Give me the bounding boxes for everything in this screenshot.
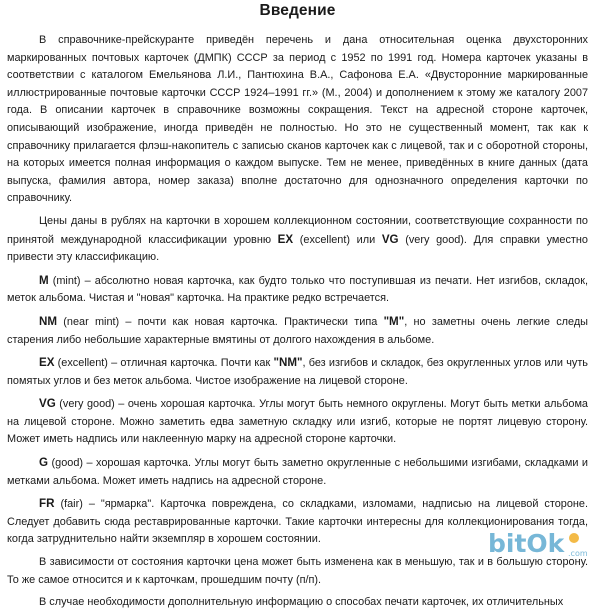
grade-vg-paragraph: VG (very good) – очень хорошая карточка. Углы могут быть немного округлены. Могут быть метки альбома на лицевой стороне. Можно заметить едва заметную складку или изгиб, которые не портят лицевую сторону. Может иметь надпись или наклеенную марку на адресной стороне карточки. [7,397,588,446]
grade-g-paragraph: G (good) – хорошая карточка. Углы могут быть заметно округленные с небольшими изгибами, складками и метками альбома. Может иметь надпись на адресной стороне. [7,456,588,487]
paragraph-last: В случае необходимости дополнительную информацию о способах печати карточек, их отличительных [39,596,564,609]
bitok-watermark-logo [484,522,596,564]
grade-code: FR [39,497,55,511]
paragraph-intro: В справочнике-прейскуранте приведён перечень и дана относительная оценка двухсторонних маркированных почтовых карточек (ДМПК) СССР за период с 1952 по 1991 год. Номера карточек указаны в соответствии с каталогом Емельянова Л.И., Пантюхина В.А., Сафонова Е.А. «Двусторонние маркированные иллюстрированные почтовые карточки СССР 1924–1991 гг.» (М., 2004) и дополнением к этому же каталогу 2007 года. В описании карточек в справочнике возможны сокращения. Текст на адресной стороне карточек, описывающий изображение, иногда приведён не полностью. Но это не существенный момент, так как к справочнику прилагается флэш-накопитель с записью сканов карточек как с лицевой, так и с оборотной стороны, на которых имеется полная информация о каждом выпуске. Тем не менее, приведённых в книге данных (дата выпуска, фамилия автора, номер заказа) вполне достаточно для однозначного определения карточки по справочнику. [7,34,588,205]
grade-code: NM [39,314,58,328]
grade-fr-paragraph: FR (fair) – "ярмарка". Карточка повреждена, со складками, изломами, надписью на лицевой стороне. Следует добавить сюда реставрированные карточки. Такие карточки интересны для коллекционирования тогда, когда затруднительно найти экземпляр в хорошем состоянии. [7,497,588,546]
grade-code: M [39,273,49,287]
watermark-text: bitOk [488,529,565,558]
paragraph-dependence: В зависимости от состояния карточки цена может быть изменена как в меньшую, так и в большую сторону. То же самое относится и к карточкам, прошедшим почту (п/п). [7,556,588,586]
grade-code: VG [39,397,56,411]
paragraph-prices: Цены даны в рублях на карточки в хорошем коллекционном состоянии, соответствующие сохранности по принятой международной классификации уровню EX (excellent) или VG (very good). Для справки уместно привести эту классификацию. [7,214,588,264]
grade-m-paragraph: M (mint) – абсолютно новая карточка, как будто только что поступившая из печати. Нет изгибов, складок, меток альбома. Чистая и "новая" карточка. На практике редко встречается. [7,273,588,305]
grade-code: G [39,456,49,470]
grade-code: EX [39,356,55,370]
page-title: Введение [259,2,336,19]
watermark-suffix: .com [568,549,588,558]
watermark-dot [569,533,579,543]
grade-ex-paragraph: EX (excellent) – отличная карточка. Почти как "NM", без изгибов и складок, без округленных углов или чуть помятых углов и без меток альбома. Чистое изображение на лицевой стороне. [7,356,588,387]
grade-nm-paragraph: NM (near mint) – почти как новая карточка. Практически типа "M", но заметны очень легкие следы старения либо небольшие характерные вмятины от долгого нахождения в альбоме. [7,314,588,346]
